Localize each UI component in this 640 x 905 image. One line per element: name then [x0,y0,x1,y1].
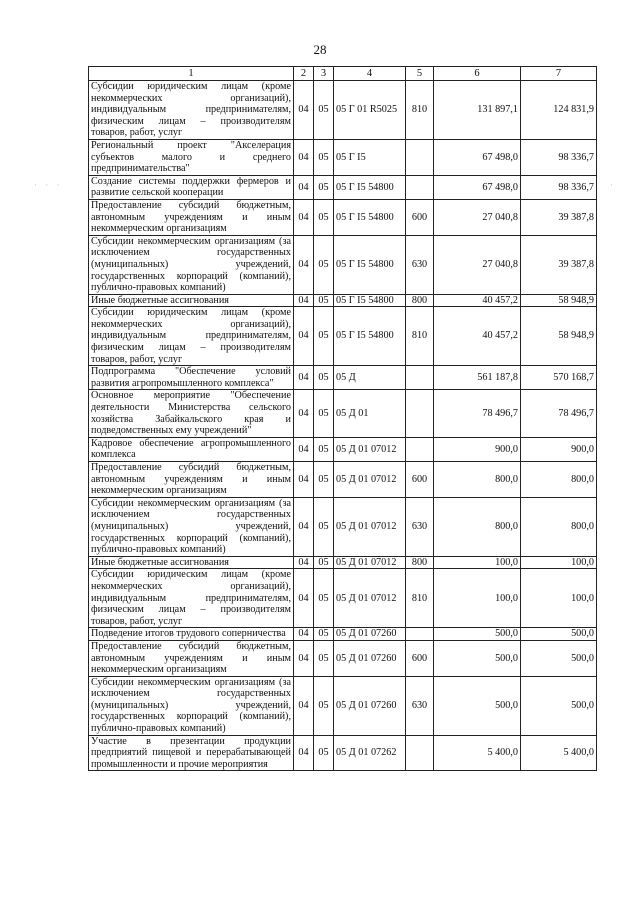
subsection-cell: 05 [314,390,334,437]
expense-type-cell: 600 [406,640,434,676]
section-cell: 04 [294,569,314,628]
table-row [89,735,597,771]
section-cell: 04 [294,556,314,569]
name-cell: Подведение итогов трудового соперничества [89,628,294,641]
section-cell: 04 [294,676,314,735]
section-cell: 04 [294,628,314,641]
section-cell: 04 [294,307,314,366]
name-cell: Участие в презентации продукции предприятий пищевой и перерабатывающей промышленности и прочие мероприятия [89,735,294,771]
expense-type-cell: 810 [406,569,434,628]
table-row [89,294,597,307]
subsection-cell: 05 [314,676,334,735]
subsection-cell: 05 [314,366,334,390]
section-cell: 04 [294,390,314,437]
subsection-cell: 05 [314,235,334,294]
section-cell: 04 [294,175,314,199]
amount-year2-cell: 100,0 [521,569,597,628]
table-row [89,556,597,569]
expense-type-cell [406,390,434,437]
expense-type-cell: 630 [406,235,434,294]
target-article-cell: 05 Д 01 07012 [334,569,406,628]
subsection-cell: 05 [314,294,334,307]
section-cell: 04 [294,437,314,461]
target-article-cell: 05 Д [334,366,406,390]
amount-year1-cell: 67 498,0 [434,175,521,199]
header-col-7: 7 [521,67,597,81]
target-article-cell: 05 Г 01 R5025 [334,81,406,140]
name-cell: Субсидии некоммерческим организациям (за исключением государственных (муниципальных) учреждений, государственных корпораций (компаний), публично-правовых компаний) [89,497,294,556]
amount-year1-cell: 500,0 [434,676,521,735]
name-cell: Подпрограмма "Обеспечение условий развития агропромышленного комплекса" [89,366,294,390]
amount-year1-cell: 27 040,8 [434,235,521,294]
table-row [89,569,597,628]
name-cell: Субсидии некоммерческим организациям (за исключением государственных (муниципальных) учреждений, государственных корпораций (компаний), публично-правовых компаний) [89,235,294,294]
amount-year2-cell: 5 400,0 [521,735,597,771]
section-cell: 04 [294,735,314,771]
name-cell: Субсидии юридическим лицам (кроме некоммерческих организаций), индивидуальным предпринимателям, физическим лицам – производителям товаров, работ, услуг [89,81,294,140]
amount-year2-cell: 800,0 [521,497,597,556]
target-article-cell: 05 Г I5 54800 [334,235,406,294]
subsection-cell: 05 [314,497,334,556]
expense-type-cell: 600 [406,199,434,235]
expense-type-cell [406,735,434,771]
name-cell: Иные бюджетные ассигнования [89,294,294,307]
name-cell: Основное мероприятие "Обеспечение деятельности Министерства сельского хозяйства Забайкальского края и подведомственных ему учреждений" [89,390,294,437]
amount-year2-cell: 500,0 [521,628,597,641]
margin-dots-right: · [610,180,616,190]
expense-type-cell: 810 [406,307,434,366]
amount-year1-cell: 100,0 [434,556,521,569]
header-col-5: 5 [406,67,434,81]
subsection-cell: 05 [314,569,334,628]
target-article-cell: 05 Г I5 54800 [334,175,406,199]
target-article-cell: 05 Д 01 07260 [334,676,406,735]
amount-year1-cell: 5 400,0 [434,735,521,771]
subsection-cell: 05 [314,556,334,569]
name-cell: Субсидии юридическим лицам (кроме некоммерческих организаций), индивидуальным предпринимателям, физическим лицам – производителям товаров, работ, услуг [89,307,294,366]
subsection-cell: 05 [314,307,334,366]
section-cell: 04 [294,235,314,294]
table-row [89,628,597,641]
section-cell: 04 [294,199,314,235]
name-cell: Предоставление субсидий бюджетным, автономным учреждениям и иным некоммерческим организациям [89,640,294,676]
target-article-cell: 05 Г I5 54800 [334,199,406,235]
expense-type-cell: 630 [406,676,434,735]
expense-type-cell [406,366,434,390]
amount-year1-cell: 40 457,2 [434,294,521,307]
name-cell: Субсидии юридическим лицам (кроме некоммерческих организаций), индивидуальным предпринимателям, физическим лицам – производителям товаров, работ, услуг [89,569,294,628]
budget-table [88,66,597,771]
table-row [89,640,597,676]
amount-year1-cell: 27 040,8 [434,199,521,235]
amount-year1-cell: 78 496,7 [434,390,521,437]
section-cell: 04 [294,366,314,390]
amount-year2-cell: 78 496,7 [521,390,597,437]
table-body [89,81,597,771]
amount-year1-cell: 561 187,8 [434,366,521,390]
table-row [89,462,597,498]
name-cell: Региональный проект "Акселерация субъектов малого и среднего предпринимательства" [89,139,294,175]
header-col-1: 1 [89,67,294,81]
target-article-cell: 05 Д 01 07012 [334,556,406,569]
amount-year2-cell: 58 948,9 [521,307,597,366]
table-row [89,199,597,235]
section-cell: 04 [294,497,314,556]
target-article-cell: 05 Д 01 07262 [334,735,406,771]
subsection-cell: 05 [314,175,334,199]
name-cell: Создание системы поддержки фермеров и развитие сельской кооперации [89,175,294,199]
table-row [89,175,597,199]
section-cell: 04 [294,294,314,307]
name-cell: Предоставление субсидий бюджетным, автономным учреждениям и иным некоммерческим организациям [89,462,294,498]
table-row [89,497,597,556]
expense-type-cell: 800 [406,556,434,569]
subsection-cell: 05 [314,437,334,461]
subsection-cell: 05 [314,139,334,175]
amount-year2-cell: 98 336,7 [521,139,597,175]
amount-year2-cell: 500,0 [521,640,597,676]
amount-year1-cell: 500,0 [434,640,521,676]
amount-year2-cell: 900,0 [521,437,597,461]
target-article-cell: 05 Г I5 54800 [334,307,406,366]
expense-type-cell [406,628,434,641]
header-col-3: 3 [314,67,334,81]
table-row [89,390,597,437]
amount-year1-cell: 800,0 [434,497,521,556]
subsection-cell: 05 [314,640,334,676]
header-row [89,67,597,81]
table-row [89,307,597,366]
expense-type-cell: 800 [406,294,434,307]
amount-year2-cell: 800,0 [521,462,597,498]
target-article-cell: 05 Д 01 07012 [334,462,406,498]
target-article-cell: 05 Г I5 54800 [334,294,406,307]
page-number: 28 [313,42,327,57]
subsection-cell: 05 [314,462,334,498]
amount-year2-cell: 58 948,9 [521,294,597,307]
target-article-cell: 05 Д 01 07260 [334,640,406,676]
subsection-cell: 05 [314,81,334,140]
section-cell: 04 [294,640,314,676]
target-article-cell: 05 Д 01 [334,390,406,437]
amount-year2-cell: 570 168,7 [521,366,597,390]
amount-year1-cell: 131 897,1 [434,81,521,140]
table-row [89,437,597,461]
target-article-cell: 05 Д 01 07012 [334,497,406,556]
margin-dots-left: · · · [34,180,63,190]
target-article-cell: 05 Д 01 07012 [334,437,406,461]
expense-type-cell [406,437,434,461]
subsection-cell: 05 [314,199,334,235]
amount-year1-cell: 67 498,0 [434,139,521,175]
amount-year1-cell: 900,0 [434,437,521,461]
amount-year2-cell: 39 387,8 [521,235,597,294]
amount-year1-cell: 100,0 [434,569,521,628]
table-row [89,139,597,175]
name-cell: Кадровое обеспечение агропромышленного комплекса [89,437,294,461]
amount-year2-cell: 98 336,7 [521,175,597,199]
name-cell: Предоставление субсидий бюджетным, автономным учреждениям и иным некоммерческим организациям [89,199,294,235]
header-col-4: 4 [334,67,406,81]
name-cell: Субсидии некоммерческим организациям (за исключением государственных (муниципальных) учреждений, государственных корпораций (компаний), публично-правовых компаний) [89,676,294,735]
section-cell: 04 [294,81,314,140]
name-cell: Иные бюджетные ассигнования [89,556,294,569]
table-row [89,676,597,735]
subsection-cell: 05 [314,628,334,641]
section-cell: 04 [294,462,314,498]
table-row [89,81,597,140]
expense-type-cell: 810 [406,81,434,140]
header-col-2: 2 [294,67,314,81]
amount-year2-cell: 39 387,8 [521,199,597,235]
amount-year1-cell: 500,0 [434,628,521,641]
amount-year2-cell: 124 831,9 [521,81,597,140]
amount-year1-cell: 800,0 [434,462,521,498]
expense-type-cell [406,139,434,175]
expense-type-cell: 600 [406,462,434,498]
header-col-6: 6 [434,67,521,81]
amount-year2-cell: 500,0 [521,676,597,735]
table-row [89,366,597,390]
target-article-cell: 05 Д 01 07260 [334,628,406,641]
amount-year2-cell: 100,0 [521,556,597,569]
expense-type-cell: 630 [406,497,434,556]
amount-year1-cell: 40 457,2 [434,307,521,366]
expense-type-cell [406,175,434,199]
target-article-cell: 05 Г I5 [334,139,406,175]
section-cell: 04 [294,139,314,175]
table-row [89,235,597,294]
subsection-cell: 05 [314,735,334,771]
